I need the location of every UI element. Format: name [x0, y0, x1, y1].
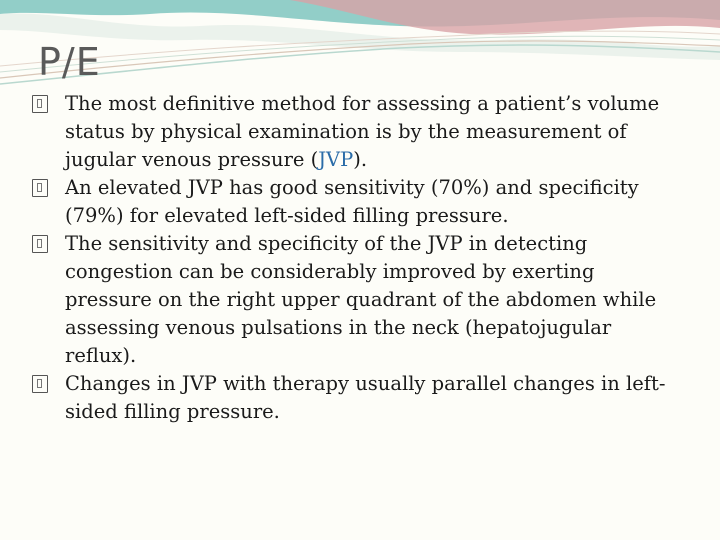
missing-glyph-box-icon: [32, 375, 48, 393]
bullet-text: Changes in JVP with therapy usually parallel changes in left-sided filling pressure.: [65, 372, 666, 423]
bullet-text-end: ).: [353, 148, 368, 171]
missing-glyph-box-icon: [32, 235, 48, 253]
bullet-item-therapy-changes: [30, 370, 680, 426]
bullet-item-elevated-jvp: [30, 174, 680, 230]
missing-glyph-box-icon: [32, 95, 48, 113]
bullet-text: The most definitive method for assessing a patient’s volume status by physical examination is by the measurement of jugular venous pressure (: [65, 92, 660, 171]
jvp-abbreviation: JVP: [318, 148, 354, 171]
slide-title: P/E: [38, 40, 101, 84]
bullet-text: An elevated JVP has good sensitivity (70%) and specificity (79%) for elevated left-sided filling pressure.: [65, 176, 639, 227]
bullet-list: [30, 90, 680, 426]
bullet-item-sensitivity: [30, 230, 680, 370]
bullet-item-jvp-method: [30, 90, 680, 174]
missing-glyph-box-icon: [32, 179, 48, 197]
bullet-text: The sensitivity and specificity of the JVP in detecting congestion can be considerably improved by exerting pressure on the right upper quadrant of the abdomen while assessing venous pulsations in the neck (hepatojugular reflux).: [65, 232, 657, 367]
